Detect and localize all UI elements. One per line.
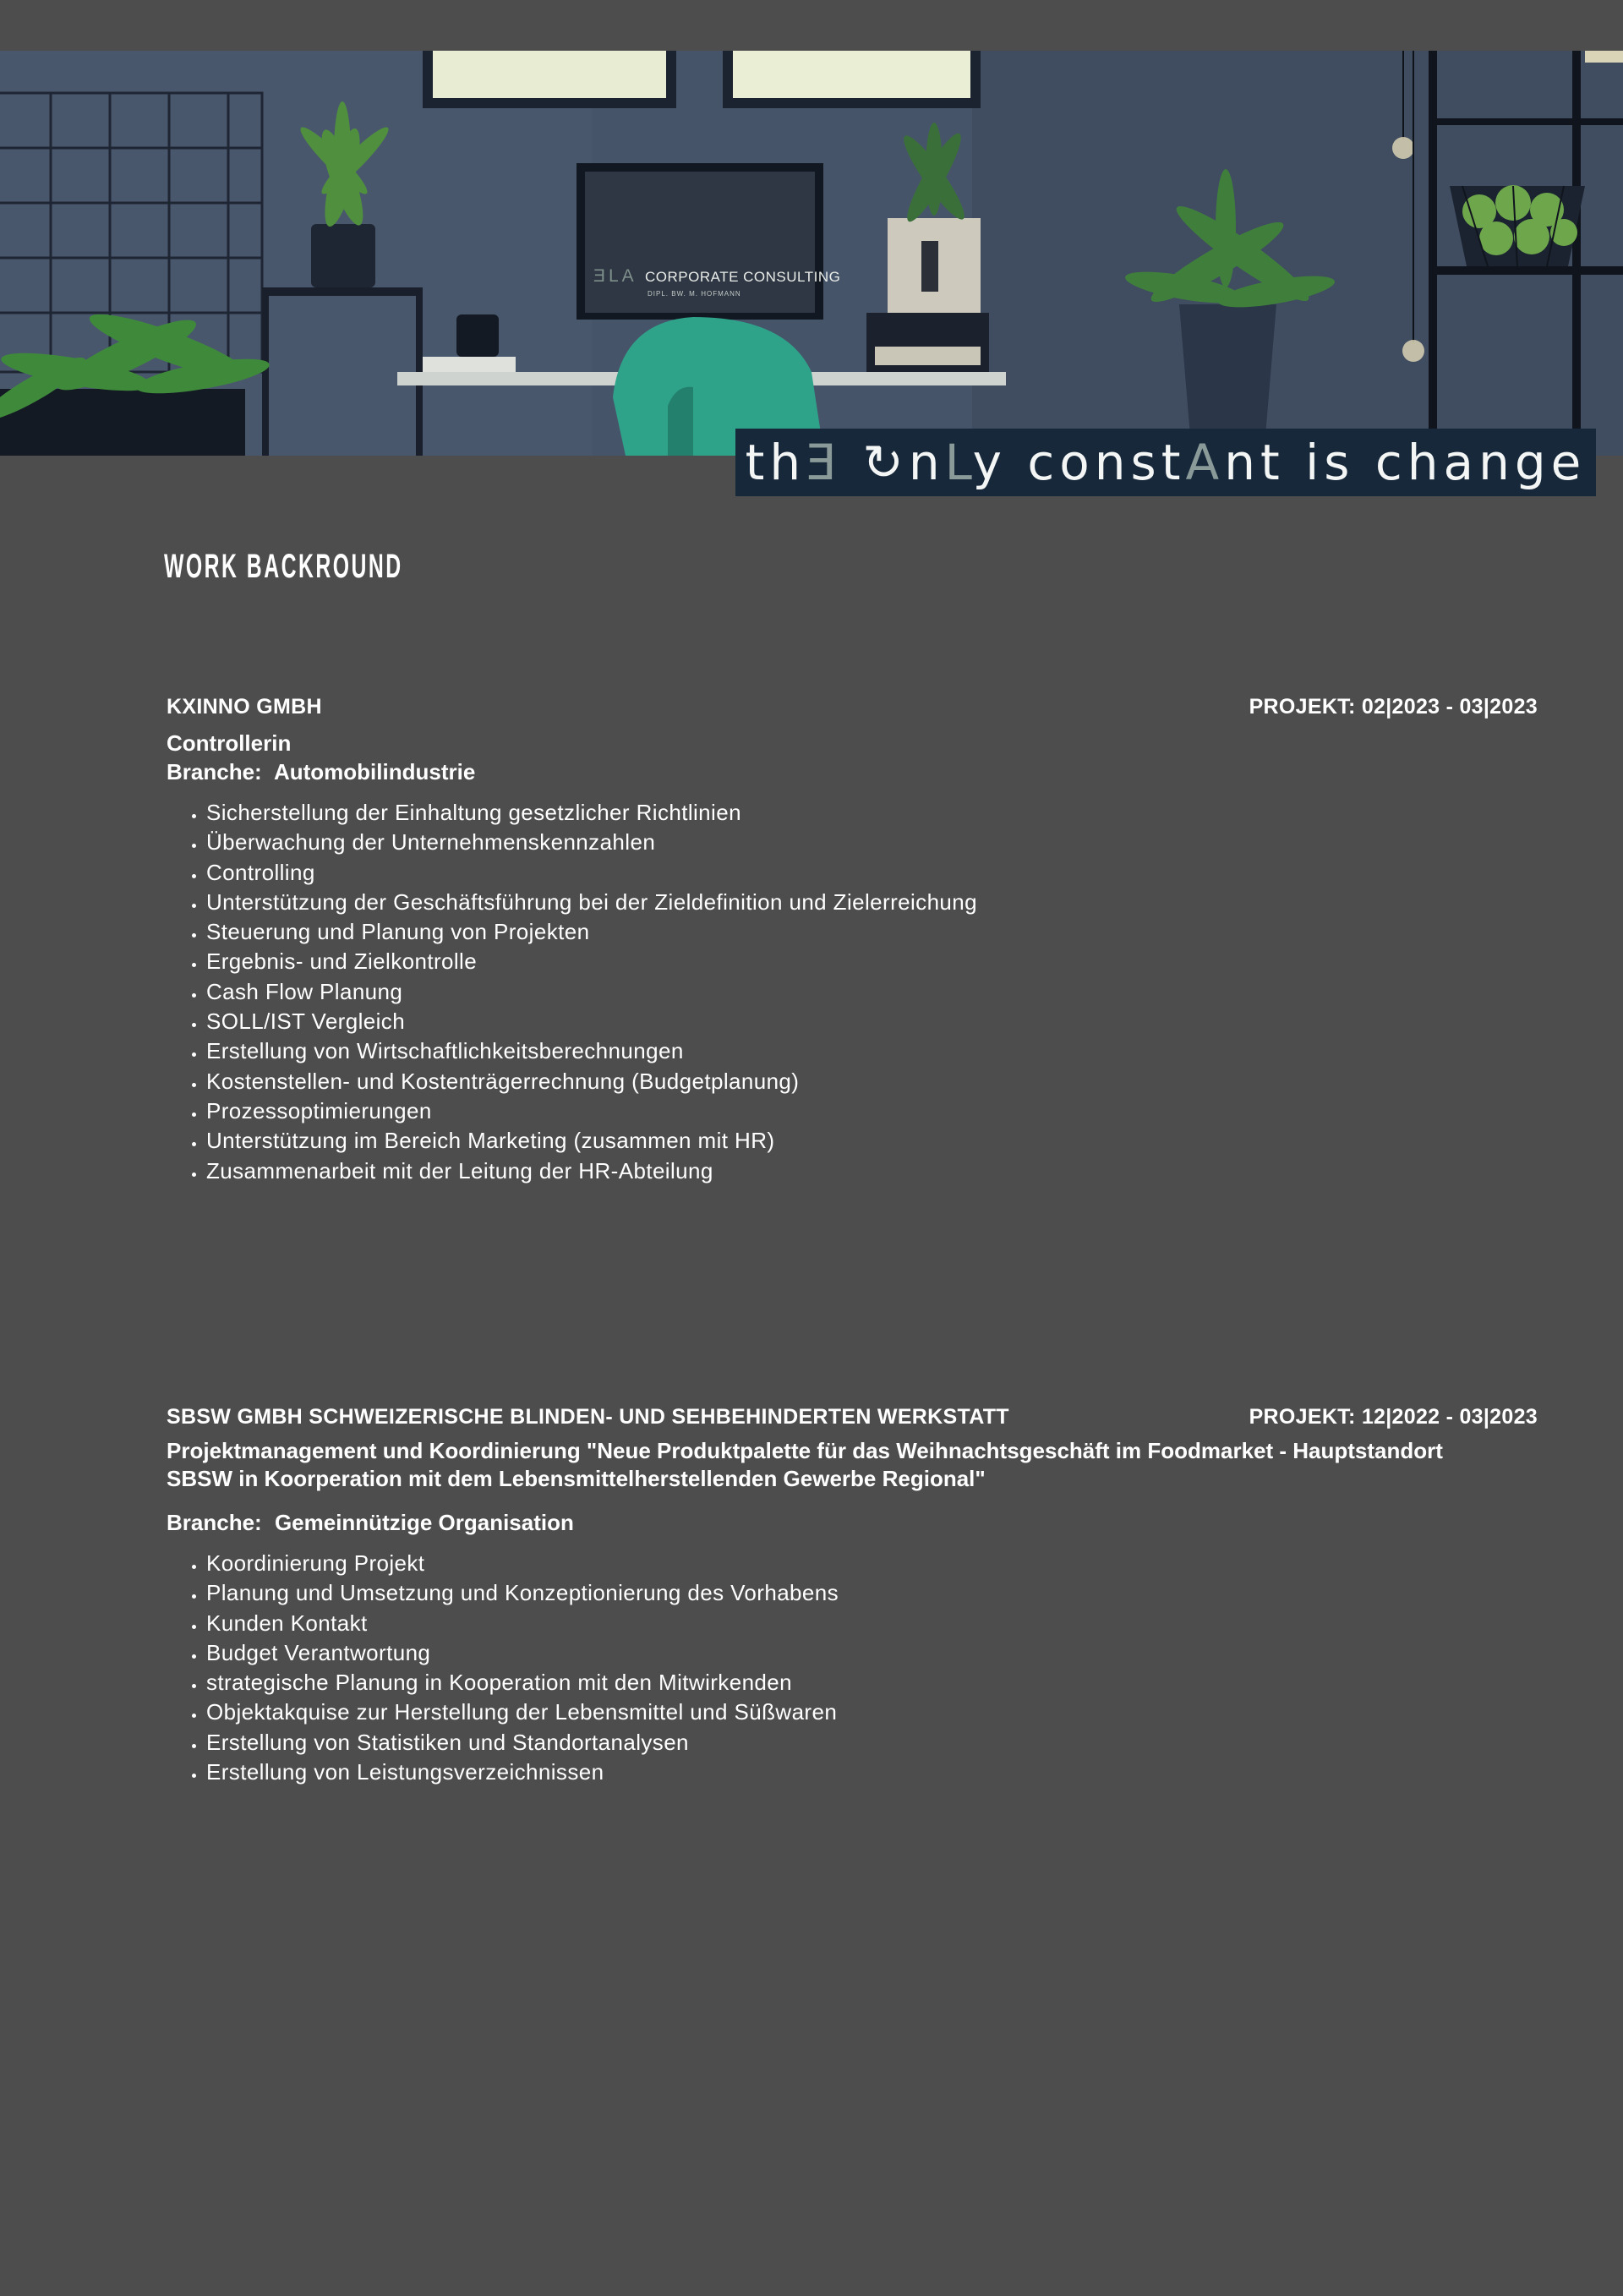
task-item: • Zusammenarbeit mit der Leitung der HR-Abteilung [206,1156,1538,1186]
task-item: • SOLL/IST Vergleich [206,1007,1538,1036]
task-item: • Budget Verantwortung [206,1638,1538,1668]
tagline-segment: n [908,434,945,491]
task-item: • Controlling [206,858,1538,888]
task-item: • strategische Planung in Kooperation mit den Mitwirkenden [206,1668,1538,1697]
job-header [167,695,1538,725]
task-item: • Kunden Kontakt [206,1609,1538,1638]
task-list [167,1549,1538,1787]
task-item: • Unterstützung der Geschäftsführung bei der Zieldefinition und Zielerreichung [206,888,1538,917]
task-item: • Erstellung von Wirtschaftlichkeitsberechnungen [206,1036,1538,1066]
task-item: • Objektakquise zur Herstellung der Lebensmittel und Süßwaren [206,1697,1538,1727]
tagline-segment: th [745,434,806,491]
task-item: • Steuerung und Planung von Projekten [206,917,1538,947]
industry-line [167,757,1538,786]
monitor-logo-title: CORPORATE CONSULTING [645,269,841,285]
tagline-segment: y const [972,434,1186,491]
monitor-logo-subtitle: DIPL. BW. M. HOFMANN [648,290,741,298]
industry-label: Branche: [167,1510,262,1535]
task-item: • Sicherstellung der Einhaltung gesetzlicher Richtlinien [206,798,1538,828]
job-header [167,1405,1538,1435]
monitor-logo-brand: ƎLA [593,266,637,286]
industry-line [167,1508,1538,1537]
task-item: • Erstellung von Leistungsverzeichnissen [206,1758,1538,1787]
tagline-segment: ↻ [862,434,909,491]
section-title: WORK BACKROUND [164,548,403,585]
task-item: • Erstellung von Statistiken und Standortanalysen [206,1728,1538,1758]
tagline-highlight-letter: Ǝ [806,434,842,491]
project-period: PROJEKT: 12|2022 - 03|2023 [1249,1405,1538,1429]
project-period: PROJEKT: 02|2023 - 03|2023 [1249,695,1538,719]
task-list [167,798,1538,1186]
company-name: KXINNO GMBH [167,695,322,719]
company-name: SBSW GMBH SCHWEIZERISCHE BLINDEN- UND SEHBEHINDERTEN WERKSTATT [167,1405,1009,1429]
tagline-segment: nt is change [1224,434,1587,491]
tagline-highlight-letter: A [1185,434,1225,491]
task-item: • Kostenstellen- und Kostenträgerrechnung (Budgetplanung) [206,1067,1538,1096]
task-item: • Unterstützung im Bereich Marketing (zusammen mit HR) [206,1126,1538,1156]
job-role: Projektmanagement und Koordinierung "Neue Produktpalette für das Weihnachtsgeschäft im Foodmarket - Hauptstandort SBSW in Koorperation mit dem Lebensmittelherstellenden Gewerbe Regional" [167,1438,1443,1491]
tagline-segment [842,434,862,491]
task-item: • Planung und Umsetzung und Konzeptionierung des Vorhabens [206,1578,1538,1608]
industry-value: Gemeinnützige Organisation [274,1510,574,1535]
task-item: • Ergebnis- und Zielkontrolle [206,947,1538,976]
task-item: • Überwachung der Unternehmenskennzahlen [206,828,1538,857]
job-entry [167,695,1538,1186]
industry-label: Branche: [167,759,262,784]
tagline-box [735,429,1596,496]
header-banner-image [0,51,1623,491]
job-entry [167,1405,1538,1787]
industry-value: Automobilindustrie [273,759,476,784]
task-item: • Koordinierung Projekt [206,1549,1538,1578]
task-item: • Prozessoptimierungen [206,1096,1538,1126]
tagline-highlight-letter: L [944,434,973,491]
office-scene-illustration [0,51,1623,456]
task-item: • Cash Flow Planung [206,977,1538,1007]
job-role: Controllerin [167,730,292,756]
tagline-text [746,434,1587,491]
